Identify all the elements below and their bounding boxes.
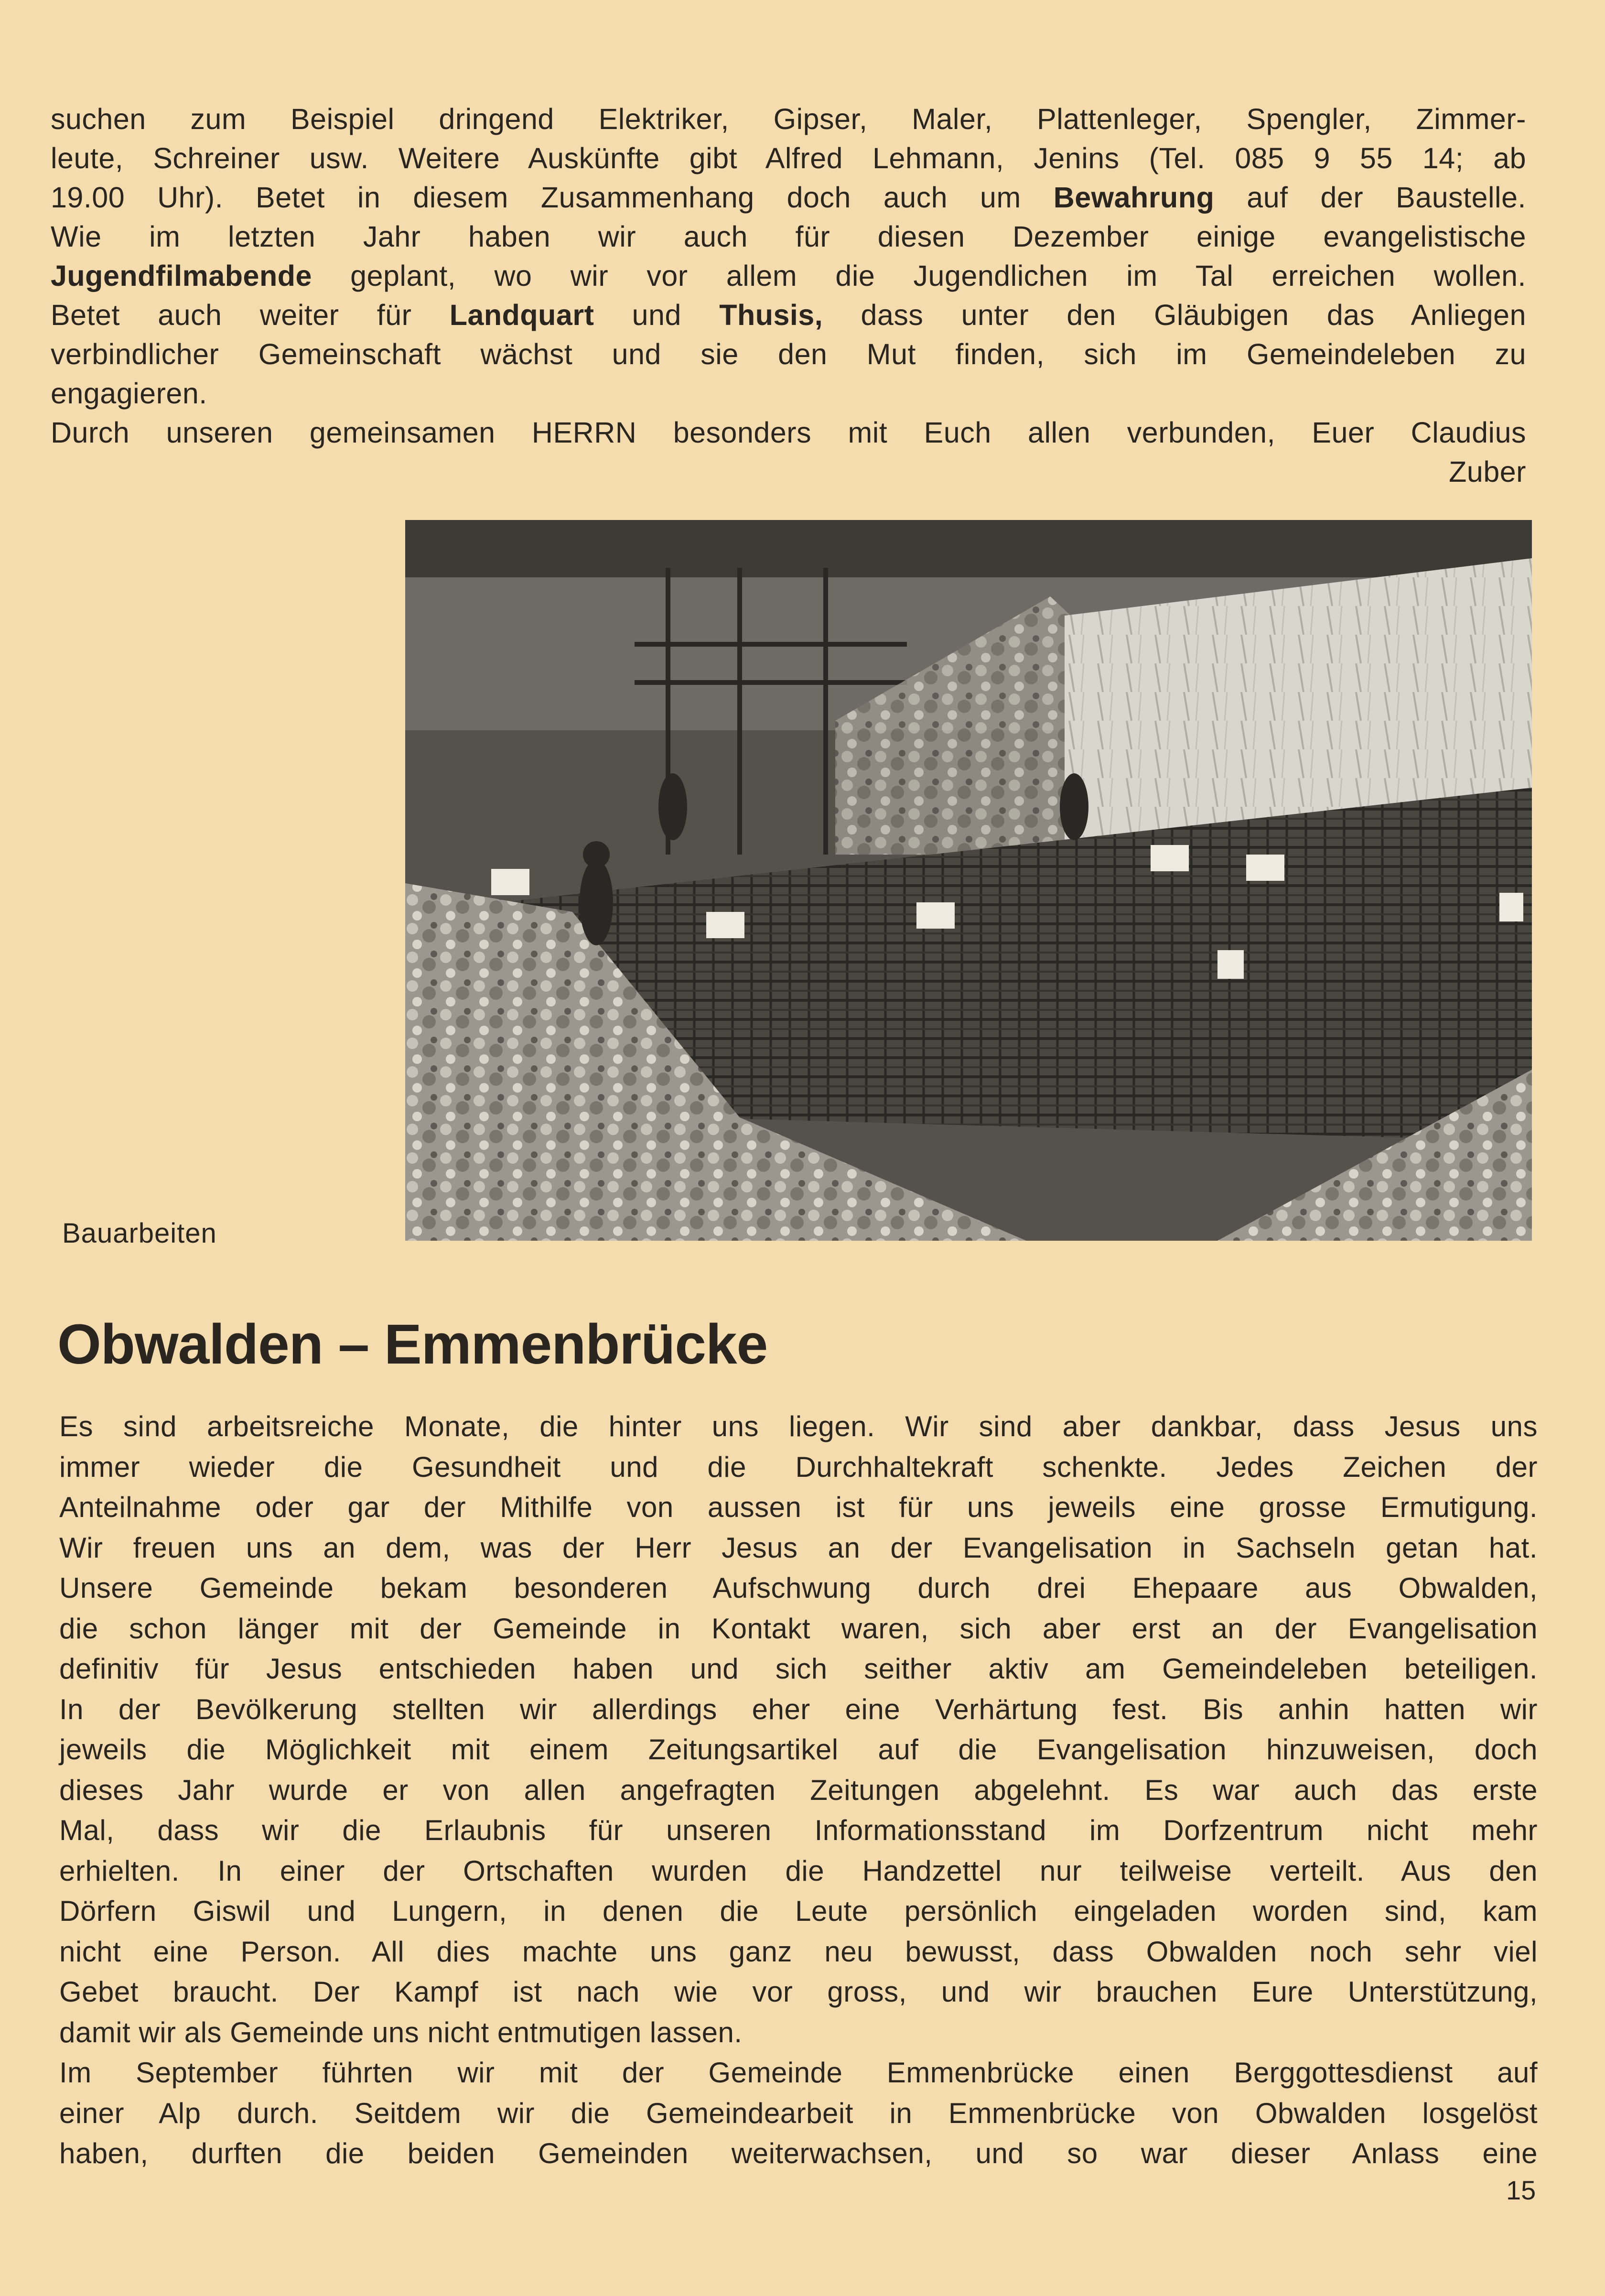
- body-line: definitiv für Jesus entschieden haben und sich seither aktiv am Gemeindeleben beteiligen.: [59, 1653, 1538, 1685]
- text-run: leute, Schreiner usw. Weitere Auskünfte gibt Alfred Lehmann, Jenins (Tel. 085 9 55 14; ab: [51, 142, 1526, 174]
- intro-line: [51, 374, 1526, 413]
- text-run: Durch unseren gemeinsamen HERRN besonders mit Euch allen verbunden, Euer Claudius: [51, 416, 1526, 449]
- body-line: Im September führten wir mit der Gemeinde Emmenbrücke einen Berggottesdienst auf: [59, 2057, 1538, 2089]
- construction-photo: [405, 520, 1532, 1241]
- photo-caption: Bauarbeiten: [62, 1218, 217, 1249]
- body-line: Unsere Gemeinde bekam besonderen Aufschwung durch drei Ehepaare aus Obwalden,: [59, 1572, 1538, 1604]
- intro-line: [51, 452, 1526, 491]
- body-line: Dörfern Giswil und Lungern, in denen die Leute persönlich eingeladen worden sind, kam: [59, 1895, 1538, 1927]
- body-line: haben, durften die beiden Gemeinden weiterwachsen, und so war dieser Anlass eine: [59, 2137, 1538, 2169]
- text-run: geplant, wo wir vor allem die Jugendlichen im Tal erreichen wollen.: [312, 260, 1526, 292]
- body-line: erhielten. In einer der Ortschaften wurden die Handzettel nur teilweise verteilt. Aus den: [59, 1854, 1538, 1887]
- intro-line: [51, 139, 1526, 178]
- text-run: und: [594, 299, 720, 331]
- body-line: nicht eine Person. All dies machte uns ganz neu bewusst, dass Obwalden noch sehr viel: [59, 1935, 1538, 1968]
- intro-line: [51, 178, 1526, 217]
- text-run: 19.00 Uhr). Betet in diesem Zusammenhang doch auch um: [51, 181, 1054, 214]
- body-line: Anteilnahme oder gar der Mithilfe von aussen ist für uns jeweils eine grosse Ermutigung.: [59, 1491, 1538, 1523]
- intro-line: [51, 295, 1526, 335]
- body-line: dieses Jahr wurde er von allen angefragten Zeitungen abgelehnt. Es war auch das erste: [59, 1774, 1538, 1806]
- body-line: In der Bevölkerung stellten wir allerdings eher eine Verhärtung fest. Bis anhin hatten wir: [59, 1693, 1538, 1725]
- text-run: dass unter den Gläubigen das Anliegen: [823, 299, 1527, 331]
- intro-line: [51, 335, 1526, 374]
- text-run: auf der Baustelle.: [1214, 181, 1526, 214]
- section-body: [59, 1407, 1538, 2174]
- intro-line: [51, 413, 1526, 452]
- bold-text: Bewahrung: [1053, 181, 1215, 214]
- bold-text: Jugendfilmabende: [51, 260, 312, 292]
- body-line: Gebet braucht. Der Kampf ist nach wie vor gross, und wir brauchen Eure Unterstützung,: [59, 1976, 1538, 2008]
- bold-text: Thusis,: [719, 299, 823, 331]
- intro-line: [51, 256, 1526, 295]
- intro-line: [51, 99, 1526, 139]
- text-run: suchen zum Beispiel dringend Elektriker, Gipser, Maler, Plattenleger, Spengler, Zimmer-: [51, 103, 1526, 135]
- intro-line: [51, 217, 1526, 256]
- body-line: Mal, dass wir die Erlaubnis für unseren Informationsstand im Dorfzentrum nicht mehr: [59, 1814, 1538, 1846]
- text-run: verbindlicher Gemeinschaft wächst und sie den Mut finden, sich im Gemeindeleben zu: [51, 338, 1526, 370]
- body-line: immer wieder die Gesundheit und die Durchhaltekraft schenkte. Jedes Zeichen der: [59, 1451, 1538, 1483]
- text-run: engagieren.: [51, 377, 207, 410]
- intro-paragraph: [51, 99, 1526, 491]
- body-line: einer Alp durch. Seitdem wir die Gemeindearbeit in Emmenbrücke von Obwalden losgelöst: [59, 2097, 1538, 2129]
- text-run: Zuber: [1449, 455, 1526, 488]
- body-line: damit wir als Gemeinde uns nicht entmutigen lassen.: [59, 2016, 743, 2048]
- body-line: Wir freuen uns an dem, was der Herr Jesus an der Evangelisation in Sachseln getan hat.: [59, 1531, 1538, 1564]
- body-line: die schon länger mit der Gemeinde in Kontakt waren, sich aber erst an der Evangelisation: [59, 1612, 1538, 1645]
- text-run: Wie im letzten Jahr haben wir auch für diesen Dezember einige evangelistische: [51, 220, 1526, 253]
- page-number: 15: [1506, 2175, 1536, 2205]
- body-line: Es sind arbeitsreiche Monate, die hinter uns liegen. Wir sind aber dankbar, dass Jesus uns: [59, 1410, 1538, 1442]
- text-run: Betet auch weiter für: [51, 299, 450, 331]
- body-line: jeweils die Möglichkeit mit einem Zeitungsartikel auf die Evangelisation hinzuweisen, doch: [59, 1733, 1538, 1765]
- bold-text: Landquart: [449, 299, 594, 331]
- construction-site-image: [405, 520, 1532, 1241]
- section-title: Obwalden – Emmenbrücke: [57, 1313, 768, 1376]
